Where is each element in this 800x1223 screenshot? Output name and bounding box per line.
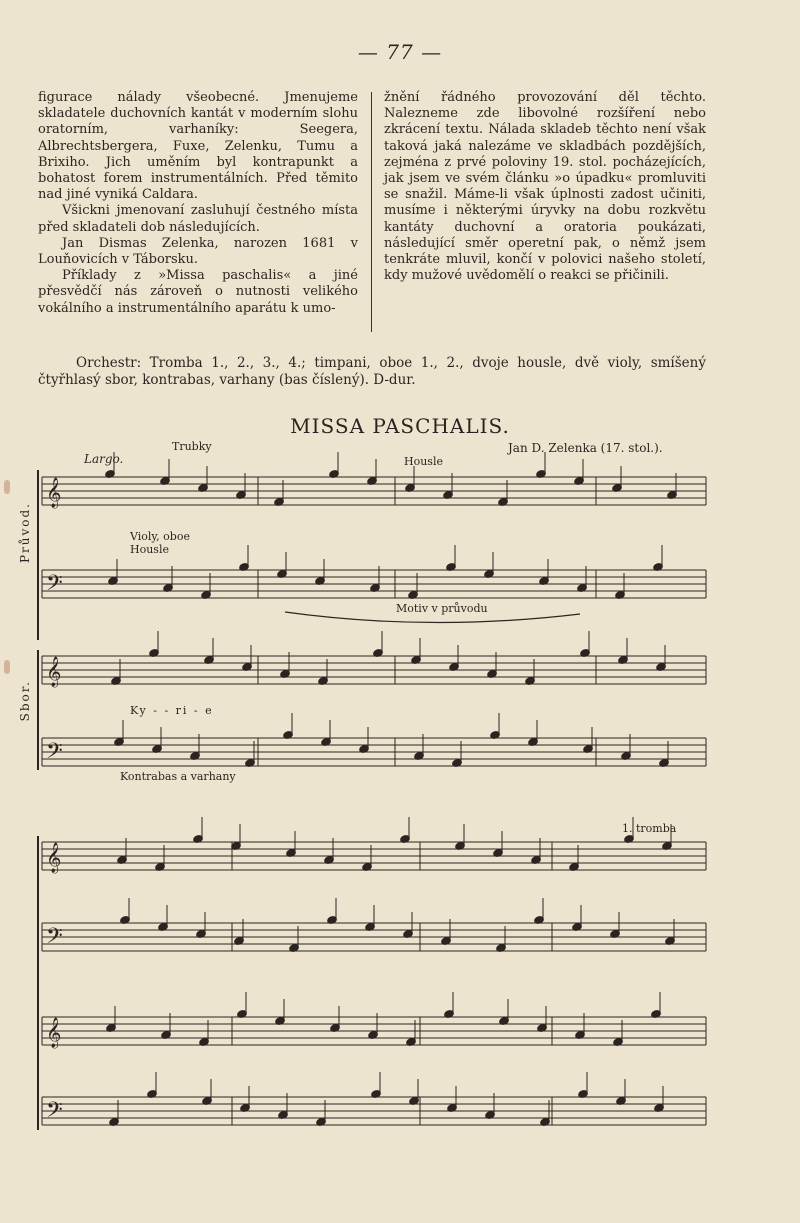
section-label-sbor: Sbor. [18, 680, 32, 722]
bass-clef: 𝄢 [46, 924, 63, 954]
label-trubky: Trubky [172, 440, 212, 453]
label-violy: Violy, oboe [130, 530, 190, 543]
label-housle: Housle [404, 455, 443, 468]
bass-clef: 𝄢 [46, 739, 63, 769]
paragraph: Jan Dismas Zelenka, narozen 1681 v Louňovicích v Táborsku. [38, 235, 358, 268]
label-housle-2: Housle [130, 543, 169, 556]
paragraph: žnění řádného provozování děl těchto. Nalezneme zde libovolné rozšíření nebo zkrácení textu. Nálada skladeb těchto není však taková jaká nalezáme ve skladbách pozdějších, zejména z prvé poloviny 19. stol. pocházejících, jak jsem ve svém článku »o úpadku« promluviti se snažil. Máme-li však úplnosti zadost učiniti, musíme i některými úryvky na dobu rozkvětu kantáty duchovní a oratoria poukázati, následující směr operetní pak, o němž jsem tenkráte mluvil, končí v polovici našeho století, kdy mužové uvědomělí o reakci se přičinili. [384, 90, 706, 284]
orchestra-line: Orchestr: Tromba 1., 2., 3., 4.; timpani, oboe 1., 2., dvoje housle, dvě violy, smíšený čtyřhlasý sbor, kontrabas, varhany (bas číslený). D-dur. [38, 355, 706, 388]
page-number: — 77 — [357, 40, 443, 64]
treble-clef: 𝄞 [46, 657, 62, 687]
label-kontrabas: Kontrabas a varhany [120, 770, 236, 783]
paragraph: Příklady z »Missa paschalis« a jiné přesvědčí nás zároveň o nutnosti velikého vokálního a instrumentálního aparátu k umo- [38, 268, 358, 316]
staff [42, 842, 706, 874]
paragraph: figurace nálady všeobecné. Jmenujeme skladatele duchovních kantát v moderním slohu oratorním, varhaníky: Seegera, Albrechtsbergera, Fuxe, Zelenku, Tumu a Brixiho. Jich uměním byl kontrapunkt a bohatost forem instrumentálních. Před těmito nad jiné vyniká Caldara. [38, 90, 358, 203]
staff [42, 738, 706, 769]
score-title: MISSA PASCHALIS. [290, 414, 510, 438]
label-tromba: 1. tromba [622, 822, 677, 835]
label-kyrie: Ky - - ri - e [130, 704, 214, 717]
treble-clef: 𝄞 [46, 843, 62, 873]
paper-stain [4, 660, 10, 674]
bass-clef: 𝄢 [46, 571, 63, 601]
bass-clef: 𝄢 [46, 1098, 63, 1128]
paragraph: Všickni jmenovaní zasluhují čestného místa před skladateli dob následujících. [38, 203, 358, 235]
label-motiv: Motiv v průvodu [396, 602, 488, 615]
treble-clef: 𝄞 [46, 478, 62, 508]
treble-clef: 𝄞 [46, 1018, 62, 1048]
tempo-marking: Largo. [84, 452, 124, 466]
staff [42, 1097, 706, 1128]
motiv-slur [285, 612, 580, 623]
staff [42, 656, 706, 688]
paper-stain [4, 480, 10, 494]
composer-credit: Jan D. Zelenka (17. stol.). [508, 441, 663, 455]
section-label-pruvod: Průvod. [18, 502, 32, 564]
